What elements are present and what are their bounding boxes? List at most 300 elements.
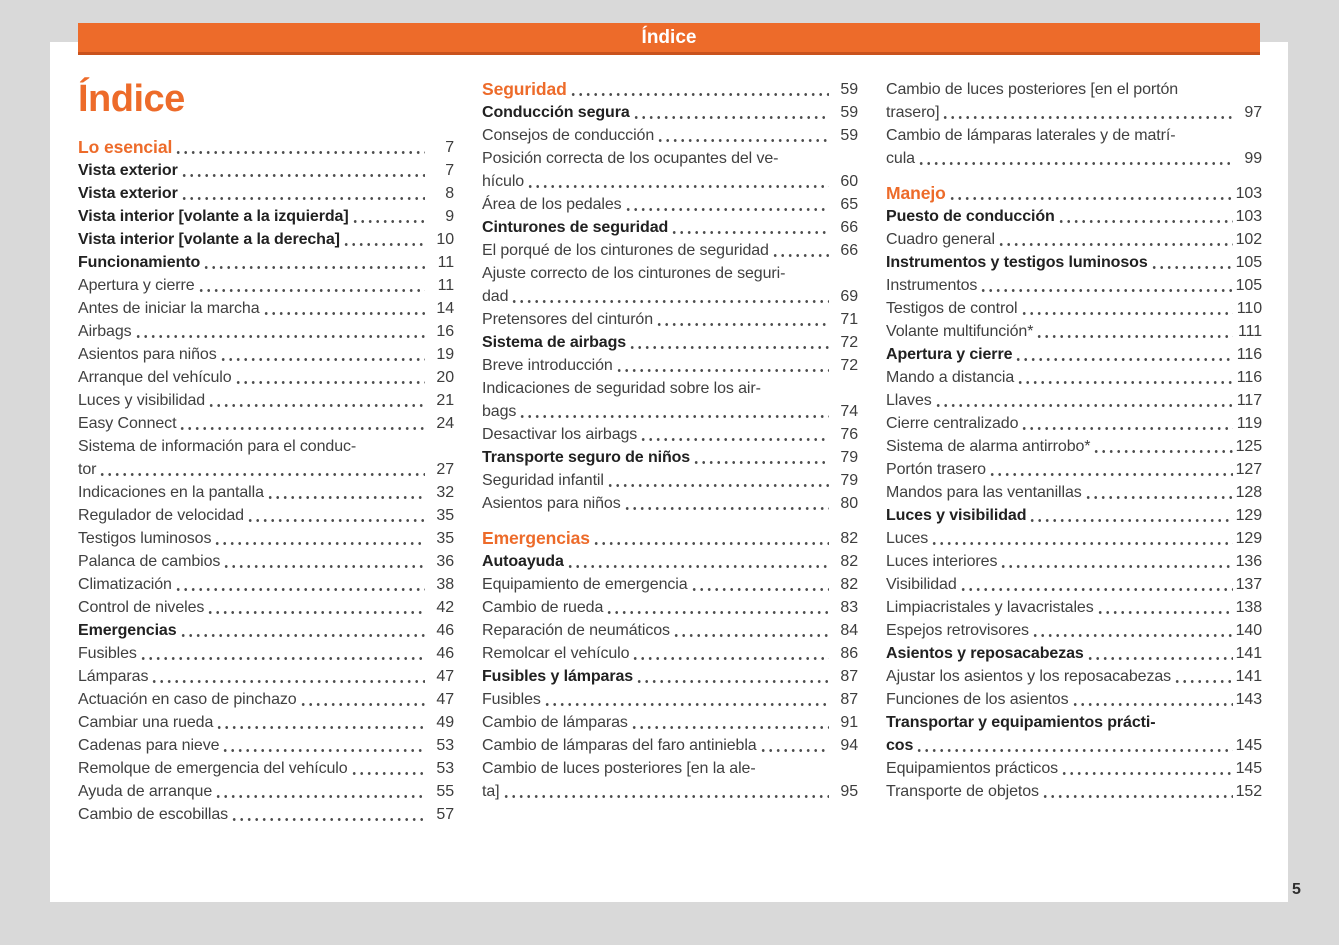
dot-leader bbox=[344, 242, 425, 247]
dot-leader bbox=[1030, 518, 1232, 523]
toc-entry-row bbox=[482, 285, 858, 308]
toc-entry-label: Luces y visibilidad bbox=[886, 507, 1027, 524]
toc-entry-label: Indicaciones de seguridad sobre los air- bbox=[482, 380, 761, 397]
dot-leader bbox=[176, 587, 425, 592]
dot-leader bbox=[641, 437, 829, 442]
toc-entry-row bbox=[482, 423, 858, 446]
dot-leader bbox=[141, 656, 425, 661]
toc-entry-row bbox=[886, 435, 1262, 458]
toc-entry-label: Fusibles bbox=[482, 691, 541, 708]
toc-page-number: 127 bbox=[1235, 461, 1262, 478]
toc-entry bbox=[78, 780, 454, 803]
toc-entry bbox=[886, 435, 1262, 458]
toc-entry-label: Vista interior [volante a la derecha] bbox=[78, 231, 340, 248]
toc-entry bbox=[482, 688, 858, 711]
toc-entry bbox=[78, 734, 454, 757]
toc-entry-row bbox=[78, 757, 454, 780]
toc-entry-label: cula bbox=[886, 150, 915, 167]
toc-entry bbox=[78, 619, 454, 642]
toc-entry-row bbox=[886, 251, 1262, 274]
toc-entry-row bbox=[482, 170, 858, 193]
toc-page-number: 57 bbox=[436, 806, 454, 823]
dot-leader bbox=[504, 794, 830, 799]
dot-leader bbox=[932, 541, 1232, 546]
toc-entry-row bbox=[78, 619, 454, 642]
toc-page-number: 69 bbox=[840, 288, 858, 305]
toc-entry-row bbox=[482, 665, 858, 688]
toc-page-number: 11 bbox=[437, 277, 454, 294]
toc-page-number: 91 bbox=[840, 714, 858, 731]
toc-entry-row bbox=[78, 297, 454, 320]
toc-page-number: 105 bbox=[1235, 254, 1262, 271]
toc-entry-label: Control de niveles bbox=[78, 599, 205, 616]
toc-entry-label: Remolcar el vehículo bbox=[482, 645, 630, 662]
toc-entry-row bbox=[482, 331, 858, 354]
toc-entry bbox=[482, 446, 858, 469]
toc-entry-label: Palanca de cambios bbox=[78, 553, 221, 570]
toc-entry-row bbox=[886, 389, 1262, 412]
toc-entry-row bbox=[78, 481, 454, 504]
toc-entry-label: Cambio de lámparas del faro antiniebla bbox=[482, 737, 757, 754]
toc-page-number: 8 bbox=[445, 185, 454, 202]
toc-entry-row bbox=[886, 596, 1262, 619]
toc-page-number: 83 bbox=[840, 599, 858, 616]
toc-entry-label: Asientos para niños bbox=[482, 495, 621, 512]
toc-entry-label: Arranque del vehículo bbox=[78, 369, 232, 386]
toc-page-number: 84 bbox=[840, 622, 858, 639]
dot-leader bbox=[209, 403, 425, 408]
toc-entry bbox=[78, 642, 454, 665]
toc-entry-row bbox=[886, 734, 1262, 757]
toc-entry-row bbox=[482, 193, 858, 216]
toc-entry-label: Testigos de control bbox=[886, 300, 1018, 317]
toc-entry-row bbox=[78, 688, 454, 711]
toc-page-number: 19 bbox=[436, 346, 454, 363]
toc-entry-label: Sistema de alarma antirrobo* bbox=[886, 438, 1091, 455]
dot-leader bbox=[936, 403, 1233, 408]
toc-entry bbox=[78, 366, 454, 389]
toc-page-number: 99 bbox=[1244, 150, 1262, 167]
toc-column-3 bbox=[886, 78, 1262, 826]
toc-entry-row bbox=[482, 780, 858, 803]
toc-page-number: 141 bbox=[1235, 645, 1262, 662]
toc-entry-row bbox=[886, 573, 1262, 596]
dot-leader bbox=[626, 207, 829, 212]
toc-page-number: 119 bbox=[1236, 415, 1262, 432]
dot-leader bbox=[152, 679, 425, 684]
toc-section-entry bbox=[482, 78, 858, 101]
toc-page-number: 79 bbox=[840, 449, 858, 466]
toc-page-number: 10 bbox=[436, 231, 454, 248]
dot-leader bbox=[1073, 702, 1233, 707]
dot-leader bbox=[694, 460, 829, 465]
toc-page-number: 32 bbox=[436, 484, 454, 501]
dot-leader bbox=[571, 92, 829, 97]
dot-leader bbox=[1043, 794, 1233, 799]
toc-page-number: 66 bbox=[840, 219, 858, 236]
toc-entry bbox=[886, 124, 1262, 170]
toc-entry-row bbox=[886, 527, 1262, 550]
dot-leader bbox=[1001, 564, 1232, 569]
toc-entry-label: Apertura y cierre bbox=[886, 346, 1013, 363]
dot-leader bbox=[674, 633, 829, 638]
toc-entry bbox=[482, 642, 858, 665]
dot-leader bbox=[961, 587, 1233, 592]
page-header-bar bbox=[78, 23, 1260, 55]
toc-entry bbox=[78, 481, 454, 504]
toc-page-number: 7 bbox=[445, 162, 454, 179]
toc-entry-row bbox=[482, 550, 858, 573]
toc-column-2 bbox=[482, 78, 858, 826]
toc-entry-row bbox=[886, 205, 1262, 228]
toc-entry bbox=[886, 527, 1262, 550]
toc-entry-row bbox=[886, 688, 1262, 711]
dot-leader bbox=[248, 518, 425, 523]
toc-entry bbox=[886, 711, 1262, 757]
toc-page-number: 94 bbox=[840, 737, 858, 754]
dot-leader bbox=[1094, 449, 1232, 454]
toc-entry-label: Emergencias bbox=[78, 622, 177, 639]
toc-content bbox=[78, 78, 1262, 826]
toc-entry-label: Cinturones de seguridad bbox=[482, 219, 669, 236]
toc-entry-label: Funciones de los asientos bbox=[886, 691, 1069, 708]
toc-entry-label: Instrumentos bbox=[886, 277, 978, 294]
toc-entry-row bbox=[482, 619, 858, 642]
toc-entry-label: Cambio de escobillas bbox=[78, 806, 229, 823]
toc-entry bbox=[886, 78, 1262, 124]
dot-leader bbox=[217, 725, 425, 730]
dot-leader bbox=[608, 483, 829, 488]
toc-page-number: 129 bbox=[1235, 507, 1262, 524]
dot-leader bbox=[990, 472, 1233, 477]
toc-entry-row bbox=[886, 619, 1262, 642]
toc-entry-row bbox=[482, 101, 858, 124]
toc-section-entry bbox=[78, 136, 454, 159]
document-page bbox=[50, 27, 1288, 902]
toc-entry-label: Volante multifunción* bbox=[886, 323, 1034, 340]
toc-entry-label: Sistema de airbags bbox=[482, 334, 627, 351]
toc-entry-label: Cadenas para nieve bbox=[78, 737, 220, 754]
toc-entry-label: Manejo bbox=[886, 183, 946, 203]
toc-page-number: 95 bbox=[840, 783, 858, 800]
toc-page-number: 79 bbox=[840, 472, 858, 489]
toc-entry-row bbox=[78, 711, 454, 734]
toc-page-number: 72 bbox=[840, 357, 858, 374]
toc-page-number: 82 bbox=[840, 530, 858, 547]
toc-page-number: 138 bbox=[1235, 599, 1262, 616]
toc-page-number: 21 bbox=[436, 392, 454, 409]
toc-entry bbox=[886, 297, 1262, 320]
toc-entry-label: Transporte seguro de niños bbox=[482, 449, 691, 466]
toc-entry-label: Ayuda de arranque bbox=[78, 783, 213, 800]
toc-entry-row bbox=[482, 642, 858, 665]
toc-entry-label: Airbags bbox=[78, 323, 132, 340]
dot-leader bbox=[919, 161, 1233, 166]
toc-entry bbox=[886, 688, 1262, 711]
toc-entry-label: Mando a distancia bbox=[886, 369, 1015, 386]
toc-entry bbox=[482, 619, 858, 642]
toc-entry bbox=[482, 124, 858, 147]
toc-entry-label: Conducción segura bbox=[482, 104, 630, 121]
toc-entry bbox=[886, 412, 1262, 435]
toc-entry-label: Funcionamiento bbox=[78, 254, 201, 271]
toc-page-number: 46 bbox=[436, 622, 454, 639]
dot-leader bbox=[1152, 265, 1233, 270]
toc-page-number: 20 bbox=[436, 369, 454, 386]
toc-page-number: 103 bbox=[1235, 208, 1262, 225]
toc-entry-row bbox=[78, 366, 454, 389]
toc-entry-label: Portón trasero bbox=[886, 461, 986, 478]
toc-entry-label: Ajustar los asientos y los reposacabezas bbox=[886, 668, 1172, 685]
toc-page-number: 145 bbox=[1235, 760, 1262, 777]
toc-entry bbox=[78, 389, 454, 412]
toc-entry bbox=[78, 757, 454, 780]
toc-page-number: 116 bbox=[1236, 369, 1262, 386]
toc-entry bbox=[78, 412, 454, 435]
toc-entry-row bbox=[482, 734, 858, 757]
toc-entry-row bbox=[78, 803, 454, 826]
toc-entry bbox=[482, 492, 858, 515]
toc-entry-label: Sistema de información para el conduc- bbox=[78, 438, 357, 455]
toc-entry-row bbox=[886, 101, 1262, 124]
toc-entry-label: Luces bbox=[886, 530, 929, 547]
toc-page-number: 42 bbox=[436, 599, 454, 616]
toc-entry bbox=[78, 435, 454, 481]
dot-leader bbox=[1088, 656, 1233, 661]
toc-entry-row bbox=[78, 228, 454, 251]
toc-page-number: 72 bbox=[840, 334, 858, 351]
toc-entry-label: Breve introducción bbox=[482, 357, 613, 374]
dot-leader bbox=[637, 679, 829, 684]
toc-entry-label: hículo bbox=[482, 173, 525, 190]
toc-entry bbox=[886, 366, 1262, 389]
toc-entry-label: ta] bbox=[482, 783, 500, 800]
toc-entry-row bbox=[482, 711, 858, 734]
toc-entry bbox=[886, 205, 1262, 228]
toc-entry-label: Seguridad bbox=[482, 79, 567, 99]
toc-entry bbox=[886, 320, 1262, 343]
toc-entry bbox=[78, 274, 454, 297]
dot-leader bbox=[1018, 380, 1233, 385]
toc-page-number: 110 bbox=[1236, 300, 1262, 317]
dot-leader bbox=[528, 184, 829, 189]
toc-entry bbox=[78, 688, 454, 711]
toc-entry-row bbox=[78, 159, 454, 182]
toc-entry-label: Reparación de neumáticos bbox=[482, 622, 670, 639]
dot-leader bbox=[943, 115, 1233, 120]
toc-page-number: 76 bbox=[840, 426, 858, 443]
toc-entry-label: Instrumentos y testigos luminosos bbox=[886, 254, 1148, 271]
dot-leader bbox=[625, 506, 829, 511]
toc-entry bbox=[886, 619, 1262, 642]
toc-entry-label: Asientos y reposacabezas bbox=[886, 645, 1084, 662]
toc-entry bbox=[886, 780, 1262, 803]
toc-page-number: 59 bbox=[840, 127, 858, 144]
toc-entry bbox=[482, 469, 858, 492]
toc-entry bbox=[886, 343, 1262, 366]
dot-leader bbox=[181, 633, 425, 638]
toc-entry-label: Limpiacristales y lavacristales bbox=[886, 599, 1094, 616]
dot-leader bbox=[633, 656, 829, 661]
toc-entry-row bbox=[886, 343, 1262, 366]
toc-entry-label: Ajuste correcto de los cinturones de seguri- bbox=[482, 265, 786, 282]
toc-entry-row bbox=[78, 320, 454, 343]
toc-entry-label: Puesto de conducción bbox=[886, 208, 1055, 225]
toc-entry-label: Actuación en caso de pinchazo bbox=[78, 691, 297, 708]
toc-entry-label: Luces y visibilidad bbox=[78, 392, 206, 409]
toc-entry-row bbox=[482, 308, 858, 331]
toc-entry-row bbox=[482, 354, 858, 377]
toc-page-number: 71 bbox=[840, 311, 858, 328]
toc-entry bbox=[482, 377, 858, 423]
toc-entry-label: Lámparas bbox=[78, 668, 149, 685]
toc-page-number: 59 bbox=[840, 81, 858, 98]
dot-leader bbox=[692, 587, 829, 592]
toc-entry-label: Equipamientos prácticos bbox=[886, 760, 1059, 777]
toc-page-number: 11 bbox=[437, 254, 454, 271]
dot-leader bbox=[999, 242, 1233, 247]
toc-entry-label: Cambio de lámparas laterales y de matrí- bbox=[886, 127, 1176, 144]
toc-entry-label: Lo esencial bbox=[78, 137, 173, 157]
toc-entry-label: Testigos luminosos bbox=[78, 530, 212, 547]
toc-section-entry bbox=[886, 182, 1262, 205]
toc-entry bbox=[482, 308, 858, 331]
toc-entry bbox=[482, 711, 858, 734]
dot-leader bbox=[232, 817, 425, 822]
toc-entry-row bbox=[886, 228, 1262, 251]
toc-entry-row bbox=[482, 239, 858, 262]
toc-entry-row bbox=[886, 780, 1262, 803]
toc-page-number: 82 bbox=[840, 553, 858, 570]
dot-leader bbox=[182, 196, 425, 201]
dot-leader bbox=[224, 564, 425, 569]
toc-page-number: 46 bbox=[436, 645, 454, 662]
dot-leader bbox=[221, 357, 425, 362]
page-header-title: Índice bbox=[641, 27, 697, 48]
toc-page-number: 27 bbox=[436, 461, 454, 478]
toc-entry-row bbox=[886, 642, 1262, 665]
toc-page-number: 111 bbox=[1237, 323, 1262, 340]
dot-leader bbox=[657, 322, 829, 327]
dot-leader bbox=[199, 288, 425, 293]
toc-column-1 bbox=[78, 78, 454, 826]
toc-entry bbox=[482, 757, 858, 803]
toc-entry-label: Vista exterior bbox=[78, 185, 178, 202]
toc-entry-label: Cambio de lámparas bbox=[482, 714, 628, 731]
toc-entry-label: Fusibles y lámparas bbox=[482, 668, 634, 685]
toc-entry bbox=[78, 182, 454, 205]
dot-leader bbox=[100, 472, 425, 477]
toc-entry-label: Autoayuda bbox=[482, 553, 564, 570]
toc-entry-row bbox=[78, 642, 454, 665]
toc-entry-row bbox=[886, 665, 1262, 688]
toc-entry-label: Vista exterior bbox=[78, 162, 178, 179]
toc-page-number: 35 bbox=[436, 530, 454, 547]
toc-entry-label: Remolque de emergencia del vehículo bbox=[78, 760, 348, 777]
toc-entry-row bbox=[886, 274, 1262, 297]
toc-entry-label: Cambio de luces posteriores [en la ale- bbox=[482, 760, 756, 777]
toc-page-number: 140 bbox=[1235, 622, 1262, 639]
toc-page-number: 97 bbox=[1244, 104, 1262, 121]
toc-entry-row bbox=[78, 251, 454, 274]
dot-leader bbox=[1086, 495, 1233, 500]
toc-entry-row bbox=[886, 320, 1262, 343]
toc-page-number: 103 bbox=[1235, 185, 1262, 202]
toc-entry bbox=[482, 573, 858, 596]
dot-leader bbox=[520, 414, 829, 419]
toc-entry bbox=[78, 343, 454, 366]
toc-entry-row bbox=[78, 274, 454, 297]
toc-entry bbox=[482, 216, 858, 239]
toc-entry-label: trasero] bbox=[886, 104, 940, 121]
toc-entry-label: Visibilidad bbox=[886, 576, 957, 593]
toc-entry-row bbox=[78, 343, 454, 366]
toc-page-number: 137 bbox=[1235, 576, 1262, 593]
dot-leader bbox=[634, 115, 829, 120]
toc-entry bbox=[78, 251, 454, 274]
toc-entry bbox=[78, 527, 454, 550]
toc-page-number: 53 bbox=[436, 737, 454, 754]
toc-page-number: 24 bbox=[436, 415, 454, 432]
dot-leader bbox=[353, 219, 425, 224]
toc-entry-row bbox=[482, 469, 858, 492]
toc-entry-row bbox=[78, 458, 454, 481]
dot-leader bbox=[352, 771, 425, 776]
toc-page-number: 9 bbox=[445, 208, 454, 225]
toc-entry-label: Transporte de objetos bbox=[886, 783, 1039, 800]
toc-entry-label: Área de los pedales bbox=[482, 196, 622, 213]
toc-entry bbox=[482, 734, 858, 757]
toc-entry-label: Fusibles bbox=[78, 645, 137, 662]
dot-leader bbox=[594, 541, 829, 546]
dot-leader bbox=[182, 173, 425, 178]
toc-entry-row bbox=[886, 504, 1262, 527]
dot-leader bbox=[1037, 334, 1233, 339]
toc-entry-label: Seguridad infantil bbox=[482, 472, 604, 489]
toc-entry bbox=[78, 550, 454, 573]
toc-entry bbox=[482, 147, 858, 193]
toc-entry-row bbox=[886, 297, 1262, 320]
toc-entry-row bbox=[78, 780, 454, 803]
toc-entry bbox=[886, 481, 1262, 504]
toc-entry-label: bags bbox=[482, 403, 517, 420]
toc-entry-label: Mandos para las ventanillas bbox=[886, 484, 1082, 501]
toc-page-number: 74 bbox=[840, 403, 858, 420]
toc-page-number: 136 bbox=[1235, 553, 1262, 570]
toc-page-number: 16 bbox=[436, 323, 454, 340]
toc-entry bbox=[886, 596, 1262, 619]
toc-entry bbox=[78, 320, 454, 343]
toc-entry-row bbox=[886, 147, 1262, 170]
dot-leader bbox=[136, 334, 425, 339]
toc-entry-label: Vista interior [volante a la izquierda] bbox=[78, 208, 349, 225]
toc-page-number: 60 bbox=[840, 173, 858, 190]
dot-leader bbox=[215, 541, 425, 546]
toc-entry bbox=[886, 550, 1262, 573]
toc-page-number: 125 bbox=[1235, 438, 1262, 455]
toc-entry-row bbox=[78, 527, 454, 550]
toc-entry-label: Transportar y equipamientos prácti- bbox=[886, 714, 1156, 731]
dot-leader bbox=[632, 725, 829, 730]
toc-entry bbox=[78, 803, 454, 826]
toc-entry-label: Consejos de conducción bbox=[482, 127, 655, 144]
dot-leader bbox=[180, 426, 425, 431]
dot-leader bbox=[176, 150, 425, 155]
toc-entry-label: Climatización bbox=[78, 576, 172, 593]
toc-entry-label: Emergencias bbox=[482, 528, 590, 548]
toc-page-number: 38 bbox=[436, 576, 454, 593]
toc-entry-label: Indicaciones en la pantalla bbox=[78, 484, 264, 501]
